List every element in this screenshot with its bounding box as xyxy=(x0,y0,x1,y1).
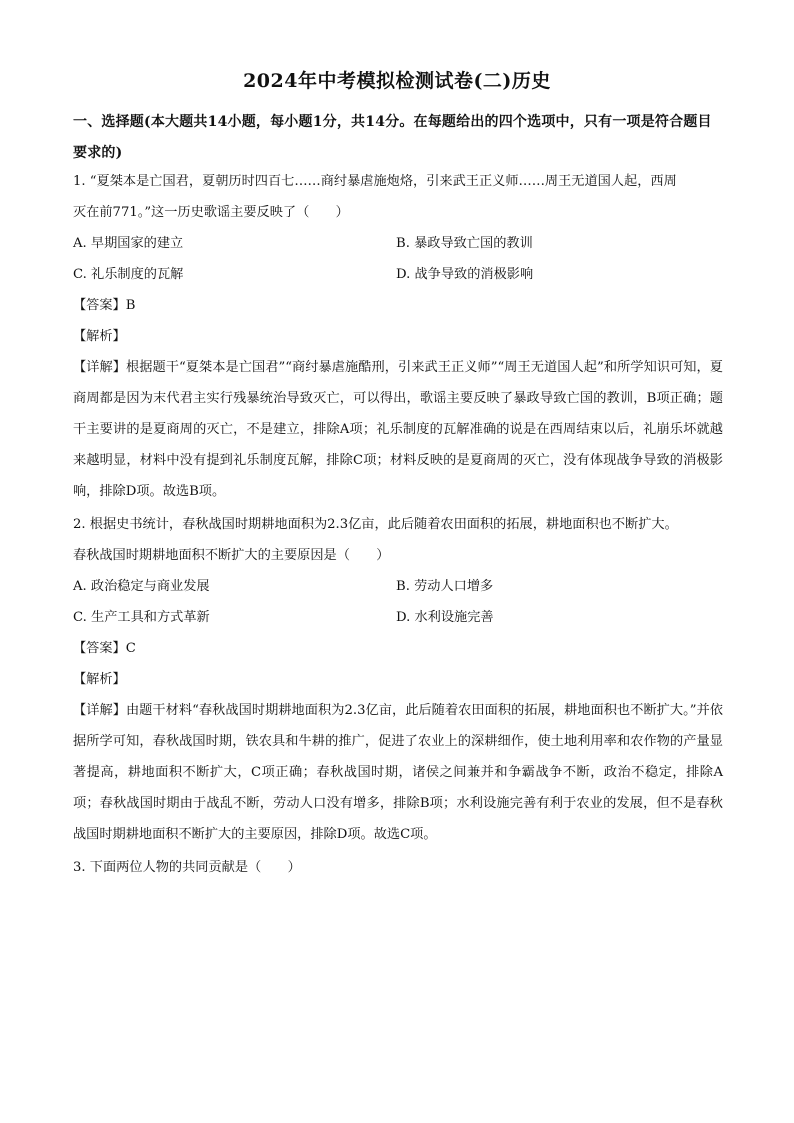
section-heading: 一、选择题(本大题共14小题，每小题1分，共14分。在每题给出的四个选项中，只有一项是符合题目要求的) xyxy=(73,114,712,161)
q1-stem-line1: 1. “夏桀本是亡国君，夏朝历时四百七……商纣暴虐施炮烙，引来武王正义师……周王无道国人起，西周 xyxy=(73,174,677,189)
page-title: 2024年中考模拟检测试卷(二)历史 xyxy=(243,70,551,92)
q2-detail: 【详解】由题干材料“春秋战国时期耕地面积为2.3亿亩，此后随着农田面积的拓展，耕地面积也不断扩大。”并依据所学可知，春秋战国时期，铁农具和牛耕的推广，促进了农业上的深耕细作，使土地利用率和农作物的产量显著提高，耕地面积不断扩大，C项正确；春秋战国时期，诸侯之间兼并和争霸战争不断，政治不稳定，排除A项；春秋战国时期由于战乱不断，劳动人口没有增多，排除B项；水利设施完善有利于农业的发展，但不是春秋战国时期耕地面积不断扩大的主要原因，排除D项。故选C项。 xyxy=(73,703,723,842)
q1-option-c: C. 礼乐制度的瓦解 xyxy=(73,267,184,282)
q1-option-b: B. 暴政导致亡国的教训 xyxy=(396,236,533,251)
q2-option-c: C. 生产工具和方式革新 xyxy=(73,610,210,625)
q2-option-a: A. 政治稳定与商业发展 xyxy=(73,579,210,594)
q1-stem-line2: 灭在前771。”这一历史歌谣主要反映了（ ） xyxy=(73,205,349,220)
q2-stem-line1: 2. 根据史书统计，春秋战国时期耕地面积为2.3亿亩，此后随着农田面积的拓展，耕地面积也不断扩大。 xyxy=(73,517,678,532)
q2-option-b: B. 劳动人口增多 xyxy=(396,579,494,594)
q2-stem-line2: 春秋战国时期耕地面积不断扩大的主要原因是（ ） xyxy=(73,548,390,563)
q1-analysis-label: 【解析】 xyxy=(73,329,126,344)
q1-answer: 【答案】B xyxy=(73,298,136,313)
q3-stem-line1: 3. 下面两位人物的共同贡献是（ ） xyxy=(73,860,301,875)
q2-option-d: D. 水利设施完善 xyxy=(396,610,494,625)
q2-analysis-label: 【解析】 xyxy=(73,672,126,687)
q2-answer: 【答案】C xyxy=(73,641,136,656)
q1-option-a: A. 早期国家的建立 xyxy=(73,236,184,251)
q1-option-d: D. 战争导致的消极影响 xyxy=(396,267,534,282)
q1-detail: 【详解】根据题干“夏桀本是亡国君”“商纣暴虐施酷刑，引来武王正义师”“周王无道国人起”和所学知识可知，夏商周都是因为末代君主实行残暴统治导致灭亡，可以得出，歌谣主要反映了暴政导致亡国的教训，B项正确；题干主要讲的是夏商周的灭亡，不是建立，排除A项；礼乐制度的瓦解准确的说是在西周结束以后，礼崩乐坏就越来越明显，材料中没有提到礼乐制度瓦解，排除C项；材料反映的是夏商周的灭亡，没有体现战争导致的消极影响，排除D项。故选B项。 xyxy=(73,360,723,499)
